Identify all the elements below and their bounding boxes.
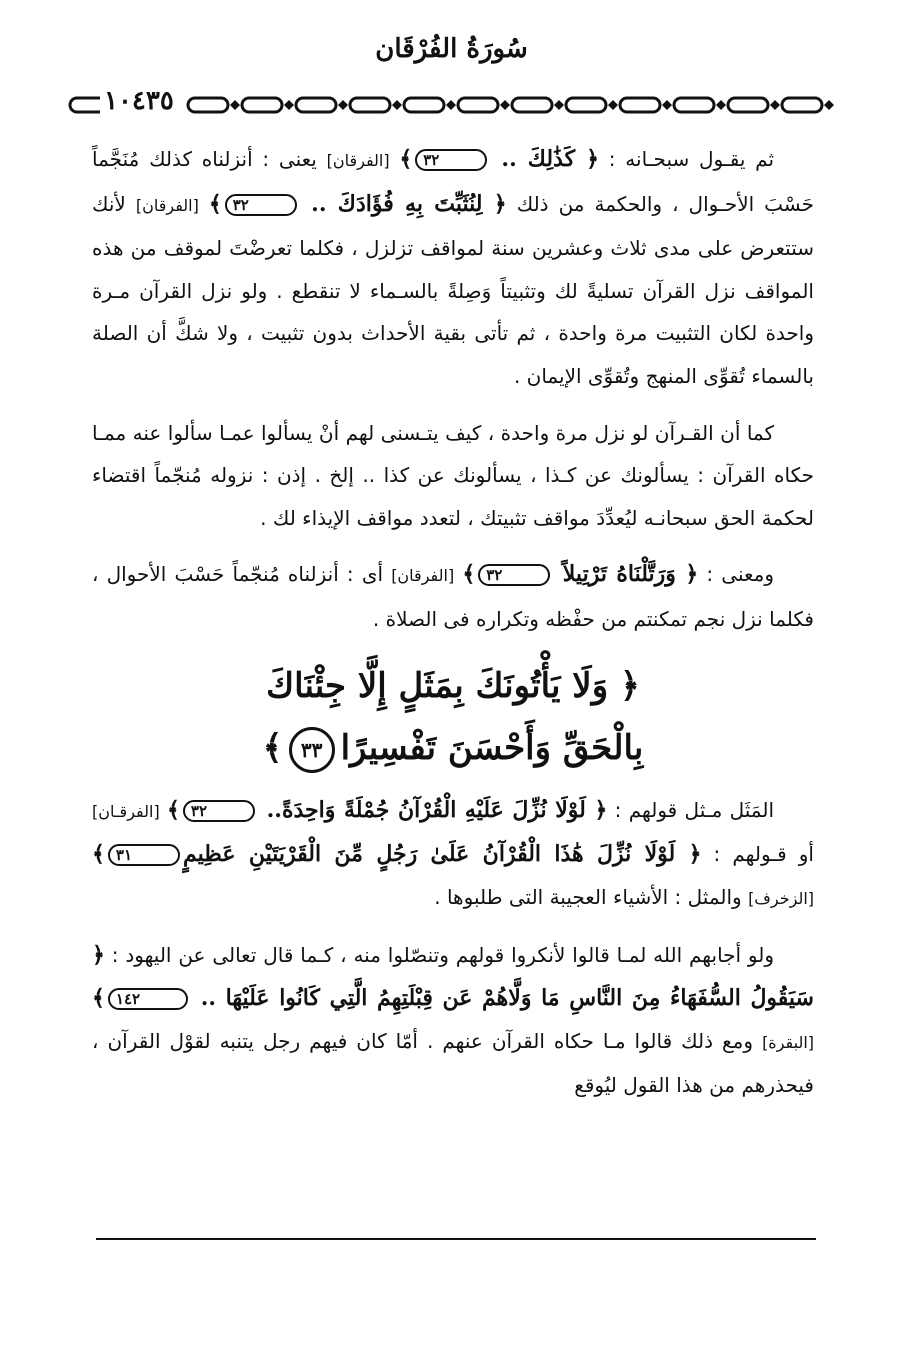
ornament-diamond	[338, 100, 348, 110]
text: والمثل : الأشياء العجيبة التى طلبوها .	[434, 884, 742, 909]
verse-number-badge: ٣١	[108, 844, 180, 866]
verse-bracket: ﴾	[262, 727, 283, 768]
verse-bracket: ﴾	[167, 796, 180, 823]
ornament-oval	[458, 98, 498, 112]
ornament-diamond	[230, 100, 240, 110]
surah-reference: [الزخرف]	[748, 888, 814, 908]
verse-bracket: ﴾	[92, 841, 105, 868]
surah-reference: [الفرقان]	[391, 566, 455, 586]
quran-verse	[92, 841, 701, 867]
paragraph-4	[92, 789, 814, 921]
quran-verse	[209, 191, 507, 217]
ornament-oval	[242, 98, 282, 112]
surah-title: سُورَةُ الفُرْقَان	[375, 34, 528, 64]
header-ornament-border	[68, 92, 838, 118]
text: يعنى : أنزلناه كذلك مُنَجَّماً حَسْبَ الأحـوال ، والحكمة من ذلك	[92, 147, 815, 216]
verse-text: بِالْحَقِّ وَأَحْسَنَ تَفْسِيرًا	[340, 727, 644, 768]
verse-text: ﴿ لِنُثَبِّتَ بِهِ فُؤَادَكَ ..	[299, 190, 507, 217]
verse-bracket: ﴾	[208, 190, 222, 217]
text: المَثَل مـثل قولهم :	[614, 797, 774, 822]
text: ومعنى :	[706, 562, 775, 587]
verse-number-badge: ٣٢	[415, 149, 487, 171]
verse-line-1: ﴿ وَلَا يَأْتُونَكَ بِمَثَلٍ إِلَّا جِئْنَاكَ	[266, 665, 640, 706]
page-body	[92, 138, 814, 1121]
text: ثم يقـول سبحـانه :	[608, 147, 775, 171]
ornament-diamond	[824, 100, 834, 110]
ornament-oval	[188, 98, 228, 112]
ornament-diamond	[392, 100, 402, 110]
text: ومع ذلك قالوا مـا حكاه القرآن عنهم . أمّا كان فيهم رجل يتنبه لقوْل القرآن ، فيحذرهم من هذا القول ليُوقع	[92, 1028, 814, 1098]
text: أو قـولهم :	[713, 842, 814, 867]
verse-line-2	[92, 717, 814, 779]
verse-text: ﴿ كَذَٰلِكَ ..	[490, 146, 600, 172]
quran-verse	[399, 146, 599, 172]
verse-text: ﴿ سَيَقُولُ السُّفَهَاءُ مِنَ النَّاسِ مَا وَلَّاهُمْ عَن قِبْلَتِهِمُ الَّتِي كَانُوا عَلَيْهَا ..	[92, 942, 814, 1011]
verse-number-badge: ٣٢	[225, 194, 297, 216]
verse-number-badge: ١٤٢	[108, 988, 188, 1010]
ornament-diamond	[446, 100, 456, 110]
ornament-oval	[728, 98, 768, 112]
quran-verse	[462, 561, 698, 587]
ornament-diamond	[716, 100, 726, 110]
ornament-diamond	[284, 100, 294, 110]
ornament-diamond	[662, 100, 672, 110]
paragraph-5	[92, 934, 814, 1106]
ornament-chain	[68, 92, 838, 118]
verse-text: ﴿ لَوْلَا نُزِّلَ هَٰذَا الْقُرْآنُ عَلَىٰ رَجُلٍ مِّنَ الْقَرْيَتَيْنِ عَظِيمٍ	[183, 841, 702, 868]
ornament-diamond	[500, 100, 510, 110]
footer-divider	[96, 1238, 816, 1240]
ornament-diamond	[608, 100, 618, 110]
paragraph-1	[92, 138, 814, 398]
ornament-diamond	[554, 100, 564, 110]
surah-reference: [البقرة]	[762, 1032, 814, 1052]
verse-bracket: ﴾	[462, 561, 476, 588]
featured-verse-33	[92, 655, 814, 779]
ornament-oval	[512, 98, 552, 112]
ornament-oval	[620, 98, 660, 112]
verse-bracket: ﴾	[399, 146, 413, 172]
text: لأنك ستتعرض على مدى ثلاث وعشرين سنة لمواقف تزلزل ، فكلما تعرضْتَ لموقف من هذه المواقف نزل القرآن تسليةً لك وتثبيتاً وَصِلةً بالسـماء لا تنقطع . ولو نزل القرآن مـرة واحدة لكان التثبيت مرة واحدة ، ثم تأتى بقية الأحداث بدون تثبيت ، ولا شكَّ أن الصلة بالسماء تُقوِّى المنهج وتُقوِّى الإيمان .	[92, 191, 814, 388]
surah-reference: [الفرقان]	[326, 151, 390, 170]
quran-verse	[167, 797, 607, 823]
ornament-oval	[296, 98, 336, 112]
paragraph-3	[92, 553, 814, 640]
page-number: ١٠٤٣٥	[100, 86, 178, 116]
ornament-oval	[782, 98, 822, 112]
verse-number-medallion: ٣٣	[289, 727, 335, 773]
ornament-oval	[566, 98, 606, 112]
ornament-oval	[350, 98, 390, 112]
text: ولو أجابهم الله لمـا قالوا لأنكروا قولهم وتنصّلوا منه ، كـما قال تعالى عن اليهود :	[111, 943, 775, 968]
verse-bracket: ﴾	[92, 984, 105, 1011]
verse-text: ﴿ لَوْلَا نُزِّلَ عَلَيْهِ الْقُرْآنُ جُمْلَةً وَاحِدَةً..	[258, 796, 608, 823]
verse-number-badge: ٣٢	[478, 564, 550, 586]
paragraph-2: كما أن القـرآن لو نزل مرة واحدة ، كيف يتـسنى لهم أنْ يسألوا عمـا سألوا عنه ممـا حكاه القرآن : يسألونك عن كـذا ، يسألونك عن كذا .. إلخ . إذن : نزوله مُنجّماً اقتضاء لحكمة الحق سبحانـه ليُعدِّدَ مواقف تثبيتك ، لتعدد مواقف الإيذاء لك .	[92, 420, 814, 530]
surah-reference: [الفرقان]	[135, 195, 199, 215]
ornament-oval	[404, 98, 444, 112]
ornament-diamond	[770, 100, 780, 110]
verse-number-badge: ٣٢	[183, 800, 255, 822]
surah-reference: [الفرقـان]	[92, 801, 160, 821]
verse-text: ﴿ وَرَتَّلْنَاهُ تَرْتِيلاً	[553, 561, 699, 588]
ornament-oval	[674, 98, 714, 112]
text: أى : أنزلناه مُنجّماً حَسْبَ الأحوال ، فكلما نزل نجم تمكنتم من حفْظه وتكراره فى الصلاة .	[92, 562, 814, 631]
